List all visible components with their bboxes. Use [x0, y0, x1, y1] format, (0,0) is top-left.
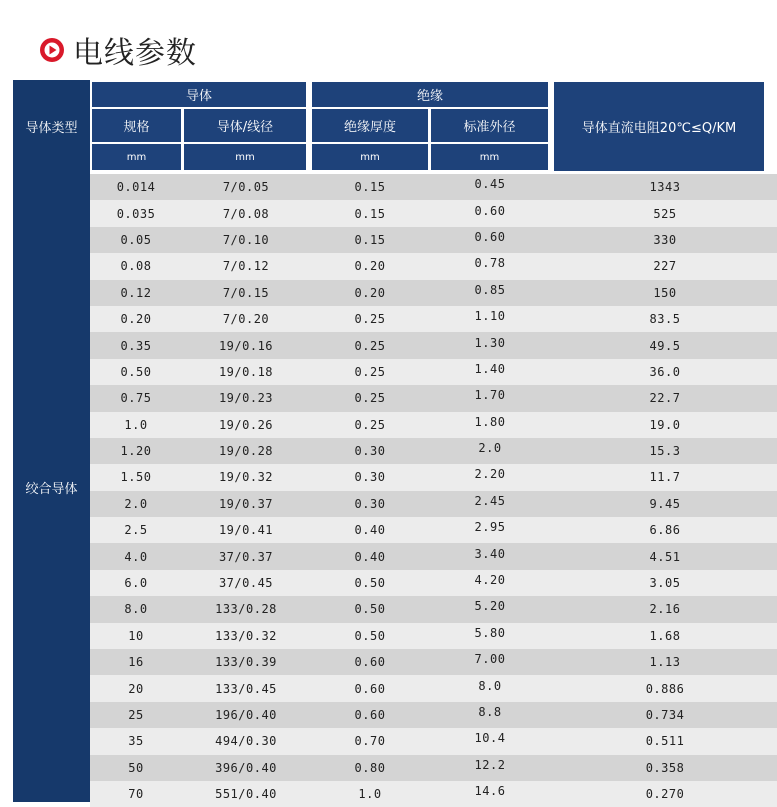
- cell-spec: 2.5: [124, 523, 148, 538]
- cell-conductor-diameter: 19/0.32: [218, 470, 274, 485]
- cell-insulation-thickness: 0.70: [354, 734, 386, 749]
- cell-insulation-thickness: 0.15: [354, 180, 386, 195]
- cell-spec: 50: [128, 760, 144, 775]
- cell-standard-od: 0.60: [474, 229, 506, 244]
- header-resistance: [554, 82, 764, 171]
- cell-spec: 0.035: [116, 206, 156, 221]
- cell-conductor-diameter: 19/0.41: [218, 523, 274, 538]
- cell-standard-od: 0.78: [474, 256, 506, 271]
- cell-conductor-diameter: 551/0.40: [215, 787, 277, 802]
- cell-conductor-diameter: 7/0.15: [222, 285, 270, 300]
- header-conductor-group: [92, 82, 306, 107]
- cell-resistance: 36.0: [649, 364, 681, 379]
- cell-insulation-thickness: 0.40: [354, 549, 386, 564]
- cell-spec: 0.05: [120, 232, 152, 247]
- cell-resistance: 19.0: [649, 417, 681, 432]
- cell-insulation-thickness: 0.30: [354, 444, 386, 459]
- cell-conductor-diameter: 7/0.08: [222, 206, 270, 221]
- cell-insulation-thickness: 0.20: [354, 285, 386, 300]
- cell-conductor-diameter: 37/0.37: [218, 549, 274, 564]
- cell-insulation-thickness: 1.0: [358, 787, 382, 802]
- cell-conductor-diameter: 7/0.05: [222, 180, 270, 195]
- cell-standard-od: 2.20: [474, 467, 506, 482]
- cell-spec: 0.12: [120, 285, 152, 300]
- cell-standard-od: 1.80: [474, 414, 506, 429]
- cell-conductor-diameter: 7/0.10: [222, 232, 270, 247]
- section-heading: [39, 28, 197, 72]
- cell-standard-od: 8.0: [478, 678, 502, 693]
- header-insulation-group-label: 绝缘: [416, 89, 443, 104]
- cell-spec: 8.0: [124, 602, 148, 617]
- cell-standard-od: 8.8: [478, 705, 502, 719]
- cell-conductor-diameter: 19/0.16: [218, 338, 274, 353]
- header-conductor-type-label: 导体类型: [25, 120, 78, 136]
- cell-insulation-thickness: 0.15: [354, 206, 386, 221]
- cell-resistance: 15.3: [649, 444, 681, 459]
- cell-conductor-diameter: 19/0.26: [218, 417, 274, 432]
- cell-standard-od: 0.45: [474, 177, 506, 192]
- cell-insulation-thickness: 0.50: [354, 602, 386, 617]
- row-group-label: 绞合导体: [25, 481, 78, 497]
- cell-standard-od: 1.10: [474, 309, 506, 324]
- cell-insulation-thickness: 0.25: [354, 364, 386, 379]
- cell-spec: 4.0: [124, 549, 148, 564]
- cell-standard-od: 1.70: [474, 388, 506, 403]
- cell-conductor-diameter: 19/0.37: [218, 496, 274, 511]
- cell-insulation-thickness: 0.40: [354, 523, 386, 538]
- cell-standard-od: 5.20: [474, 599, 506, 614]
- cell-resistance: 0.270: [645, 787, 685, 802]
- cell-conductor-diameter: 494/0.30: [215, 734, 277, 749]
- cell-spec: 0.35: [120, 338, 152, 353]
- cell-resistance: 49.5: [649, 338, 681, 353]
- header-standard-od-label: 标准外径: [463, 120, 516, 135]
- cell-standard-od: 1.40: [474, 361, 506, 376]
- unit-conductor-diameter: [184, 144, 306, 170]
- cell-standard-od: 10.4: [474, 731, 506, 746]
- header-spec: [92, 109, 181, 142]
- header-insulation-thickness-label: 绝缘厚度: [343, 120, 396, 135]
- cell-resistance: 0.734: [645, 708, 685, 722]
- cell-conductor-diameter: 133/0.39: [215, 655, 277, 670]
- unit-label: mm: [479, 151, 500, 163]
- cell-standard-od: 0.60: [474, 203, 506, 218]
- cell-resistance: 227: [653, 259, 677, 274]
- unit-label: mm: [126, 151, 147, 163]
- cell-insulation-thickness: 0.60: [354, 708, 386, 722]
- header-resistance-label: 导体直流电阻20℃≤Q/KM: [581, 121, 737, 136]
- cell-spec: 16: [128, 655, 144, 670]
- cell-resistance: 9.45: [649, 496, 681, 511]
- cell-spec: 20: [128, 681, 144, 696]
- cell-conductor-diameter: 19/0.23: [218, 391, 274, 406]
- cell-standard-od: 2.0: [478, 441, 502, 456]
- cell-resistance: 330: [653, 232, 677, 247]
- cell-spec: 10: [128, 628, 144, 643]
- header-insulation-thickness: [312, 109, 428, 142]
- header-conductor-group-label: 导体: [185, 89, 212, 104]
- cell-standard-od: 12.2: [474, 757, 506, 772]
- unit-spec: [92, 144, 181, 170]
- cell-spec: 1.20: [120, 444, 152, 459]
- cell-spec: 2.0: [124, 496, 148, 511]
- cell-spec: 1.50: [120, 470, 152, 485]
- cell-spec: 0.08: [120, 259, 152, 274]
- cell-resistance: 1.13: [649, 655, 681, 670]
- cell-spec: 0.014: [116, 180, 156, 195]
- cell-standard-od: 3.40: [474, 546, 506, 561]
- cell-insulation-thickness: 0.25: [354, 417, 386, 432]
- cell-conductor-diameter: 19/0.18: [218, 364, 274, 379]
- cell-resistance: 6.86: [649, 523, 681, 538]
- cell-conductor-diameter: 133/0.28: [215, 602, 277, 617]
- cell-conductor-diameter: 7/0.12: [222, 259, 270, 274]
- cell-insulation-thickness: 0.30: [354, 496, 386, 511]
- cell-conductor-diameter: 396/0.40: [215, 760, 277, 775]
- unit-label: mm: [360, 151, 380, 163]
- cell-spec: 6.0: [124, 576, 148, 591]
- cell-spec: 35: [128, 734, 144, 749]
- cell-insulation-thickness: 0.50: [354, 576, 386, 591]
- cell-resistance: 150: [653, 285, 677, 300]
- table-row: [90, 781, 777, 807]
- cell-conductor-diameter: 133/0.45: [215, 681, 277, 696]
- cell-spec: 0.75: [120, 391, 152, 406]
- unit-label: mm: [235, 151, 255, 163]
- cell-spec: 0.20: [120, 312, 152, 327]
- header-conductor-type: [13, 80, 90, 172]
- cell-conductor-diameter: 133/0.32: [215, 628, 277, 643]
- header-spec-label: 规格: [123, 120, 150, 135]
- cell-resistance: 22.7: [649, 391, 681, 406]
- cell-insulation-thickness: 0.25: [354, 312, 386, 327]
- unit-insulation-thickness: [312, 144, 428, 170]
- cell-insulation-thickness: 0.20: [354, 259, 386, 274]
- cell-resistance: 0.886: [645, 681, 685, 696]
- cell-standard-od: 2.45: [474, 493, 506, 508]
- cell-standard-od: 2.95: [474, 520, 506, 535]
- cell-standard-od: 0.85: [474, 282, 506, 297]
- table-body: [90, 174, 777, 807]
- cell-standard-od: 5.80: [474, 625, 506, 640]
- cell-resistance: 11.7: [649, 470, 681, 485]
- header-conductor-diameter-label: 导体/线径: [216, 120, 274, 135]
- cell-standard-od: 7.00: [474, 652, 506, 667]
- page-title: 电线参数: [73, 36, 197, 71]
- cell-insulation-thickness: 0.60: [354, 655, 386, 670]
- cell-resistance: 3.05: [649, 576, 681, 591]
- cell-conductor-diameter: 7/0.20: [222, 312, 270, 327]
- header-conductor-diameter: [184, 109, 306, 142]
- cell-insulation-thickness: 0.30: [354, 470, 386, 485]
- cell-resistance: 0.358: [645, 760, 685, 775]
- cell-resistance: 1.68: [649, 628, 681, 643]
- cell-spec: 70: [128, 787, 144, 802]
- cell-insulation-thickness: 0.15: [354, 232, 386, 247]
- cell-conductor-diameter: 19/0.28: [218, 444, 274, 459]
- cell-insulation-thickness: 0.80: [354, 760, 386, 775]
- cell-spec: 0.50: [120, 364, 152, 379]
- unit-standard-od: [431, 144, 548, 170]
- cell-conductor-diameter: 37/0.45: [218, 576, 274, 591]
- cell-insulation-thickness: 0.25: [354, 391, 386, 406]
- row-group-stranded-conductor: [13, 172, 90, 802]
- cell-resistance: 4.51: [649, 549, 681, 564]
- cell-standard-od: 1.30: [474, 335, 506, 350]
- play-circle-icon: [39, 37, 65, 63]
- cell-insulation-thickness: 0.25: [354, 338, 386, 353]
- cell-conductor-diameter: 196/0.40: [215, 708, 277, 722]
- cell-spec: 1.0: [124, 417, 148, 432]
- cell-insulation-thickness: 0.60: [354, 681, 386, 696]
- header-standard-od: [431, 109, 548, 142]
- cell-spec: 25: [128, 708, 144, 722]
- header-insulation-group: [312, 82, 548, 107]
- cell-standard-od: 14.6: [474, 784, 506, 799]
- cell-resistance: 2.16: [649, 602, 681, 617]
- cell-resistance: 0.511: [645, 734, 685, 749]
- cell-insulation-thickness: 0.50: [354, 628, 386, 643]
- cell-resistance: 1343: [649, 180, 681, 195]
- cell-resistance: 83.5: [649, 312, 681, 327]
- cell-resistance: 525: [653, 206, 677, 221]
- cell-standard-od: 4.20: [474, 573, 506, 588]
